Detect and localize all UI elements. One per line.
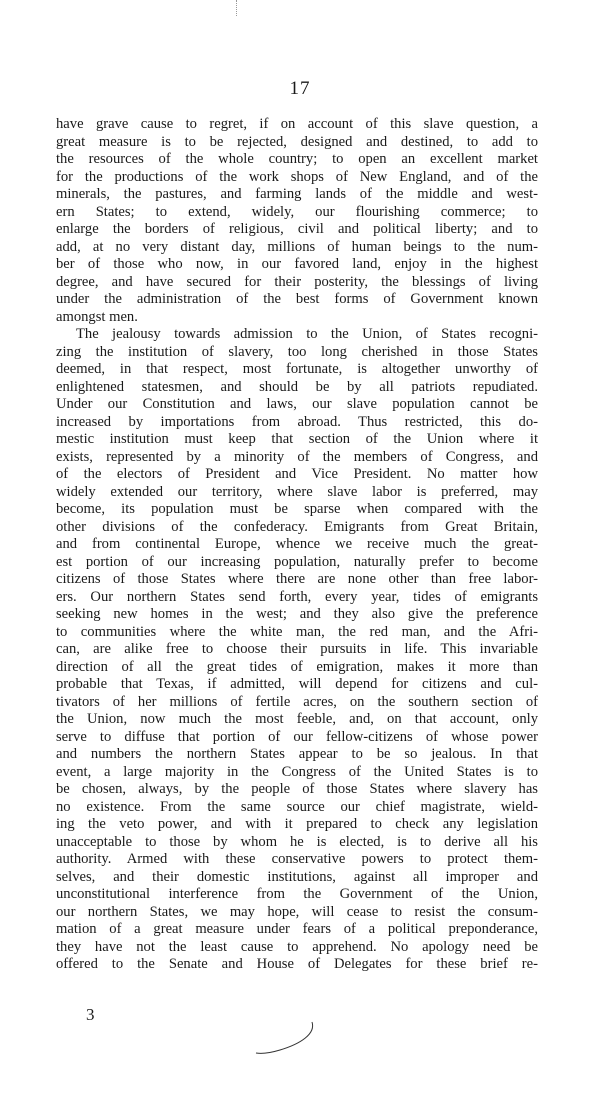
- text-line: unacceptable to those by whom he is elected, is to derive all his: [56, 833, 538, 850]
- text-line: enlightened statesmen, and should be by all patriots repudiated.: [56, 378, 538, 395]
- text-line: est portion of our increasing population, naturally prefer to become: [56, 553, 538, 570]
- text-line: The jealousy towards admission to the Union, of States recogni-: [76, 326, 538, 342]
- text-line: have grave cause to regret, if on account of this slave question, a: [56, 116, 538, 132]
- signature-mark: 3: [86, 1005, 95, 1024]
- text-line: widely extended our territory, where slave labor is preferred, may: [56, 483, 538, 500]
- text-line: under the administration of the best forms of Government known: [56, 291, 538, 307]
- text-line: minerals, the pastures, and farming lands of the middle and west-: [56, 186, 538, 202]
- body-text: [56, 116, 538, 974]
- paragraph: [56, 116, 538, 326]
- text-line: seeking new homes in the west; and they also give the preference: [56, 606, 538, 622]
- page-number: 17: [289, 78, 311, 99]
- text-line: zing the institution of slavery, too long cherished in those States: [56, 343, 538, 360]
- text-line: authority. Armed with these conservative powers to protect them-: [56, 851, 538, 867]
- text-line: ber of those who now, in our favored land, enjoy in the highest: [56, 256, 538, 272]
- text-line: to communities where the white man, the red man, and the Afri-: [56, 623, 538, 640]
- text-line: probable that Texas, if admitted, will depend for citizens and cul-: [56, 676, 538, 692]
- text-line: increased by importations from abroad. Thus restricted, this do-: [56, 413, 538, 430]
- text-line: the Union, now much the most feeble, and, on that account, only: [56, 711, 538, 727]
- text-line: they have not the least cause to apprehend. No apology need be: [56, 938, 538, 955]
- text-line: can, are alike free to choose their pursuits in life. This invariable: [56, 641, 538, 657]
- text-line: selves, and their domestic institutions, against all improper and: [56, 868, 538, 885]
- text-line: mation of a great measure under fears of a political preponderance,: [56, 921, 538, 937]
- text-line: other divisions of the confederacy. Emigrants from Great Britain,: [56, 518, 538, 535]
- paragraph: [56, 326, 538, 974]
- text-line: ing the veto power, and with it prepared to check any legislation: [56, 816, 538, 832]
- text-line: be chosen, always, by the people of those States where slavery has: [56, 781, 538, 797]
- text-line: ers. Our northern States send forth, every year, tides of emigrants: [56, 588, 538, 605]
- text-line: for the productions of the work shops of New England, and of the: [56, 168, 538, 185]
- text-line: our northern States, we may hope, will cease to resist the consum-: [56, 903, 538, 920]
- text-line: of the electors of President and Vice President. No matter how: [56, 466, 538, 482]
- text-line: degree, and have secured for their posterity, the blessings of living: [56, 273, 538, 290]
- text-line: amongst men.: [56, 308, 138, 325]
- text-line: exists, represented by a minority of the members of Congress, and: [56, 448, 538, 465]
- text-line: Under our Constitution and laws, our slave population cannot be: [56, 396, 538, 412]
- text-line: no existence. From the same source our chief magistrate, wield-: [56, 798, 538, 815]
- text-line: serve to diffuse that portion of our fellow-citizens of whose power: [56, 728, 538, 745]
- text-line: add, at no very distant day, millions of human beings to the num-: [56, 238, 538, 255]
- text-line: and from continental Europe, whence we receive much the great-: [56, 536, 538, 552]
- text-line: ern States; to extend, widely, our flourishing commerce; to: [56, 203, 538, 220]
- text-line: great measure is to be rejected, designed and destined, to add to: [56, 133, 538, 150]
- text-line: unconstitutional interference from the Government of the Union,: [56, 886, 538, 902]
- text-line: become, its population must be sparse when compared with the: [56, 501, 538, 517]
- pen-stroke-mark: [250, 1020, 330, 1060]
- text-line: deemed, in that respect, most fortunate, is altogether unworthy of: [56, 361, 538, 377]
- text-line: enlarge the borders of religious, civil and political liberty; and to: [56, 221, 538, 237]
- margin-mark: [236, 0, 239, 16]
- text-line: citizens of those States where there are none other than free labor-: [56, 571, 538, 587]
- text-line: and numbers the northern States appear to be so jealous. In that: [56, 746, 538, 762]
- text-line: the resources of the whole country; to open an excellent market: [56, 151, 538, 167]
- text-line: event, a large majority in the Congress of the United States is to: [56, 763, 538, 780]
- text-line: offered to the Senate and House of Delegates for these brief re-: [56, 956, 538, 972]
- text-line: direction of all the great tides of emigration, makes it more than: [56, 658, 538, 675]
- text-line: mestic institution must keep that section of the Union where it: [56, 431, 538, 447]
- text-line: tivators of her millions of fertile acres, on the southern section of: [56, 693, 538, 710]
